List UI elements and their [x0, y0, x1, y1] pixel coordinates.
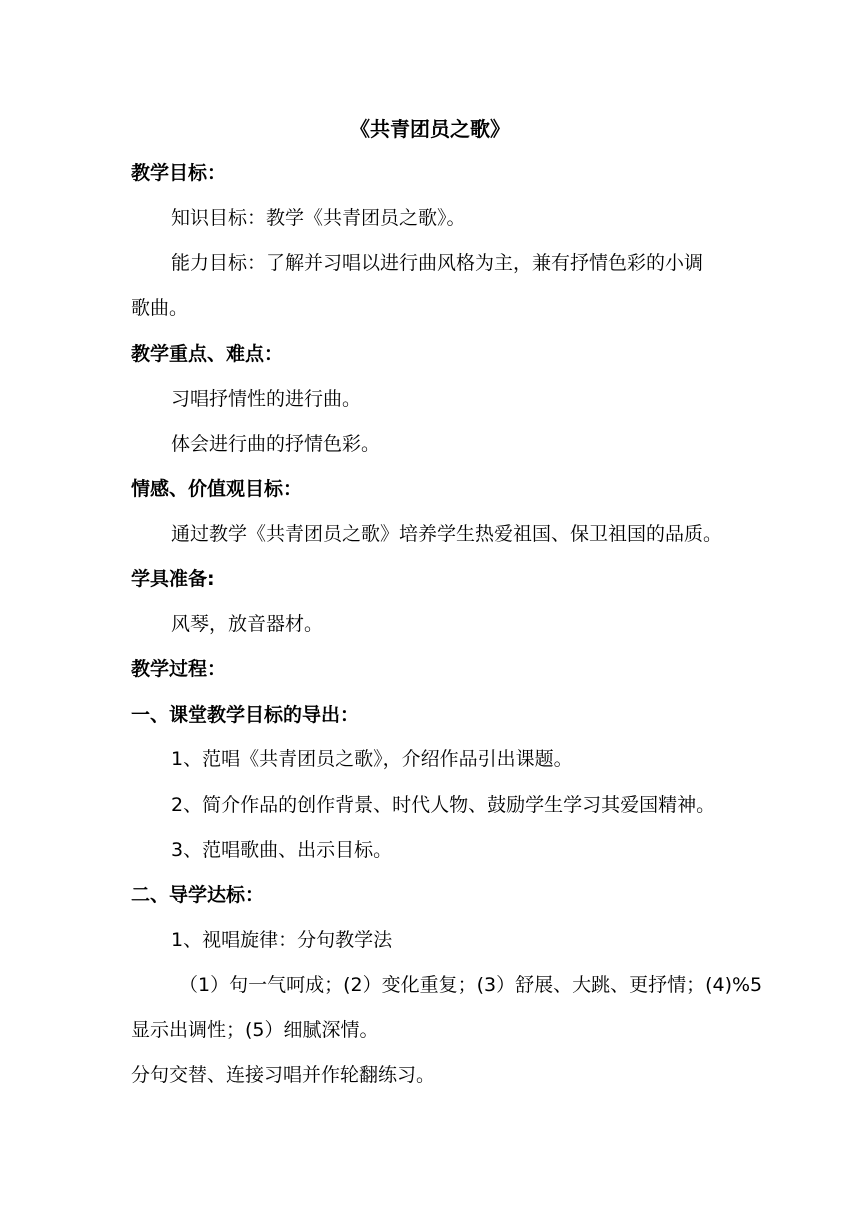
- values-text: 通过教学《共青团员之歌》培养学生热爱祖国、保卫祖国的品质。: [171, 523, 723, 545]
- objective-knowledge: 知识目标：教学《共青团员之歌》。: [171, 207, 466, 229]
- part1-item-3: 3、范唱歌曲、出示目标。: [171, 839, 393, 861]
- keypoint-1: 习唱抒情性的进行曲。: [171, 388, 362, 410]
- part1-heading: 一、课堂教学目标的导出：: [131, 704, 360, 726]
- values-heading: 情感、价值观目标：: [131, 478, 303, 500]
- part2-closing: 分句交替、连接习唱并作轮翻练习。: [131, 1064, 436, 1086]
- objective-ability-line1: 能力目标：了解并习唱以进行曲风格为主，兼有抒情色彩的小调: [171, 252, 704, 274]
- keypoints-heading: 教学重点、难点：: [131, 343, 284, 365]
- part2-heading: 二、导学达标：: [131, 884, 265, 906]
- objectives-heading: 教学目标：: [131, 162, 227, 184]
- part1-item-1: 1、范唱《共青团员之歌》，介绍作品引出课题。: [171, 748, 573, 770]
- keypoint-2: 体会进行曲的抒情色彩。: [171, 433, 381, 455]
- process-heading: 教学过程：: [131, 658, 227, 680]
- part2-sub-line-2: 显示出调性；(5）细腻深情。: [131, 1019, 379, 1041]
- part1-item-2: 2、简介作品的创作背景、时代人物、鼓励学生学习其爱国精神。: [171, 794, 716, 816]
- objective-ability-line2: 歌曲。: [131, 297, 189, 319]
- part2-item-1: 1、视唱旋律：分句教学法: [171, 929, 393, 951]
- document-title: 《共青团员之歌》: [350, 117, 510, 141]
- materials-text: 风琴，放音器材。: [171, 613, 324, 635]
- part2-sub-line-1: （1）句一气呵成；(2）变化重复；(3）舒展、大跳、更抒情；(4)%5: [179, 974, 763, 996]
- materials-heading: 学具准备:: [131, 568, 215, 590]
